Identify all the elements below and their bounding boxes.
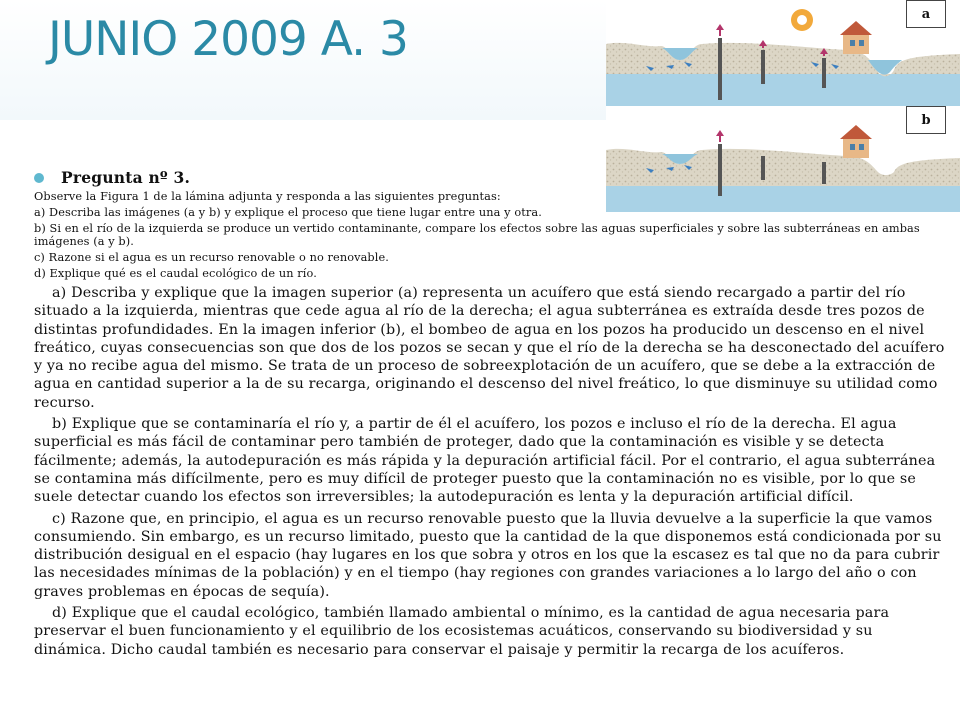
answer-b: b) Explique que se contaminaría el río y, a partir de él el acuífero, los pozos e incluso el río de la derecha. El agua superficial es más fácil de contaminar pero también de proteger, dado que la contaminación es visible y se detecta fácilmente; además, la autodepuración es más rápida y la depuración artificial fácil. Por el contrario, el agua subterránea se contamina más difícilmente, pero es muy difícil de proteger puesto que la contaminación no es visible, por lo que se suele detectar cuando los efectos son irreversibles; la autodepuración es lenta y la depuración artificial difícil. [34, 416, 936, 506]
figure-label-b: b [906, 106, 946, 134]
question-c: c) Razone si el agua es un recurso renovable o no renovable. [34, 251, 389, 264]
answer-d: d) Explique que el caudal ecológico, también llamado ambiental o mínimo, es la cantidad de agua necesaria para preservar el buen funcionamiento y el equilibrio de los ecosistemas acuáticos, conservando su biodiversidad y su dinámica. Dicho caudal también es necesario para conservar el paisaje y permitir la recarga de los acuíferos. [34, 605, 890, 658]
slide-content [34, 168, 946, 659]
question-b: b) Si en el río de la izquierda se produce un vertido contaminante, compare los efectos sobre las aguas superficiales y sobre las subterráneas en ambas imágenes (a y b). [34, 222, 920, 248]
bullet-icon [34, 173, 44, 183]
figure-label-a: a [906, 0, 946, 28]
question-a: a) Describa las imágenes (a y b) y explique el proceso que tiene lugar entre una y otra. [34, 206, 542, 219]
aquifer-water-a [606, 74, 960, 106]
answer-a: a) Describa y explique que la imagen superior (a) representa un acuífero que está siendo recargado a partir del río situado a la izquierda, mientras que cede agua al río de la derecha; el agua subterránea es extraída desde tres pozos de distintas profundidades. En la imagen inferior (b), el bombeo de agua en los pozos ha producido un descenso en el nivel freático, cuyas consecuencias son que dos de los pozos se secan y que el río de la derecha se ha desconectado del acuífero y ya no recibe agua del mismo. Se trata de un proceso de sobreexplotación de un acuífero, que se debe a la extracción de agua en cantidad superior a la de su recarga, originando el descenso del nivel freático, lo que disminuye su utilidad como recurso. [34, 285, 945, 411]
question-heading-text: Pregunta nº 3. [61, 168, 191, 187]
sun-icon [791, 9, 813, 31]
question-d: d) Explique qué es el caudal ecológico de un río. [34, 267, 317, 280]
question-intro: Observe la Figura 1 de la lámina adjunta y responda a las siguientes preguntas: [34, 190, 501, 203]
question-heading [34, 168, 946, 187]
answer-c: c) Razone que, en principio, el agua es un recurso renovable puesto que la lluvia devuelve a la superficie la que vamos consumiendo. Sin embargo, es un recurso limitado, puesto que la cantidad de la que disponemos está condicionada por su distribución desigual en el espacio (hay lugares en los que sobra y otros en los que la escasez es tal que no da para cubrir las necesidades mínimas de la población) y en el tiempo (hay regiones con grandes variaciones a lo largo del año o con graves problemas en épocas de sequía). [34, 510, 942, 600]
slide-title: JUNIO 2009 A. 3 [48, 12, 408, 67]
